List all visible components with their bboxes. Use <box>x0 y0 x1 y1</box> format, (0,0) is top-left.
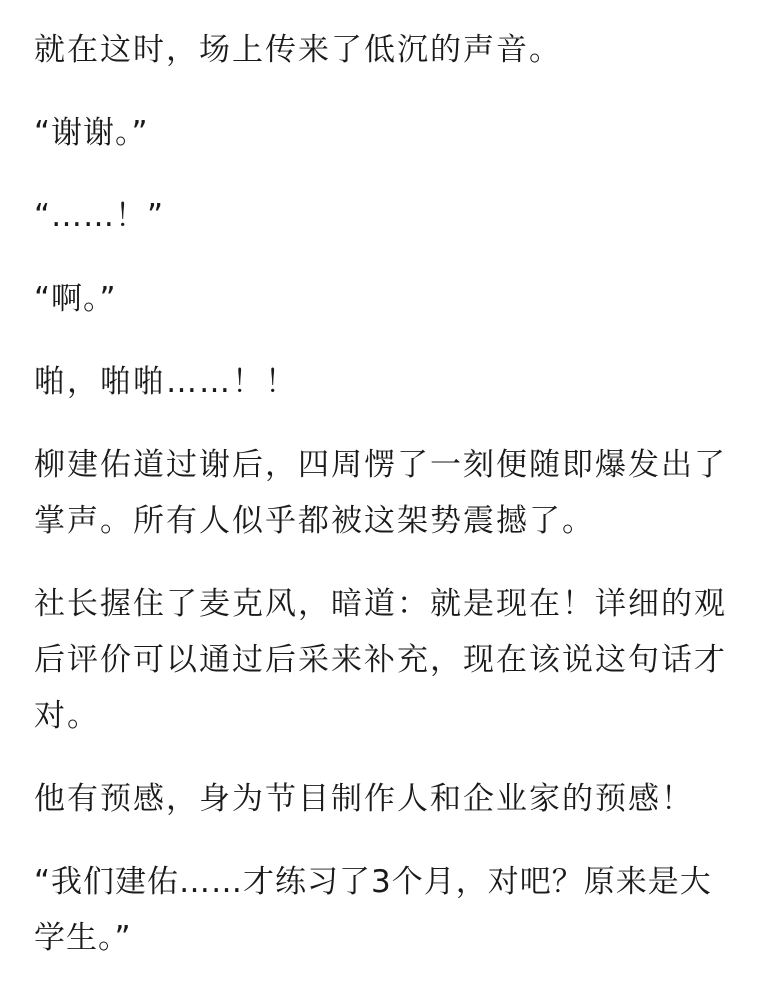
paragraph-3-dialogue: “……！” <box>34 198 165 234</box>
paragraph-7: 社长握住了麦克风，暗道：就是现在！详细的观后评价可以通过后采来补充，现在该说这句话才对。 <box>34 586 727 734</box>
paragraph-4-dialogue: “啊。” <box>34 281 117 317</box>
paragraph-9-dialogue: “我们建佑……才练习了3个月，对吧？原来是大学生。” <box>34 864 712 956</box>
paragraph-6: 柳建佑道过谢后，四周愣了一刻便随即爆发出了掌声。所有人似乎都被这架势震撼了。 <box>34 447 727 539</box>
paragraph-5-sound: 啪，啪啪……！！ <box>34 364 298 400</box>
paragraph-1: 就在这时，场上传来了低沉的声音。 <box>34 32 562 68</box>
paragraph-2-dialogue: “谢谢。” <box>34 115 149 151</box>
paragraph-8: 他有预感，身为节目制作人和企业家的预感！ <box>34 781 694 817</box>
